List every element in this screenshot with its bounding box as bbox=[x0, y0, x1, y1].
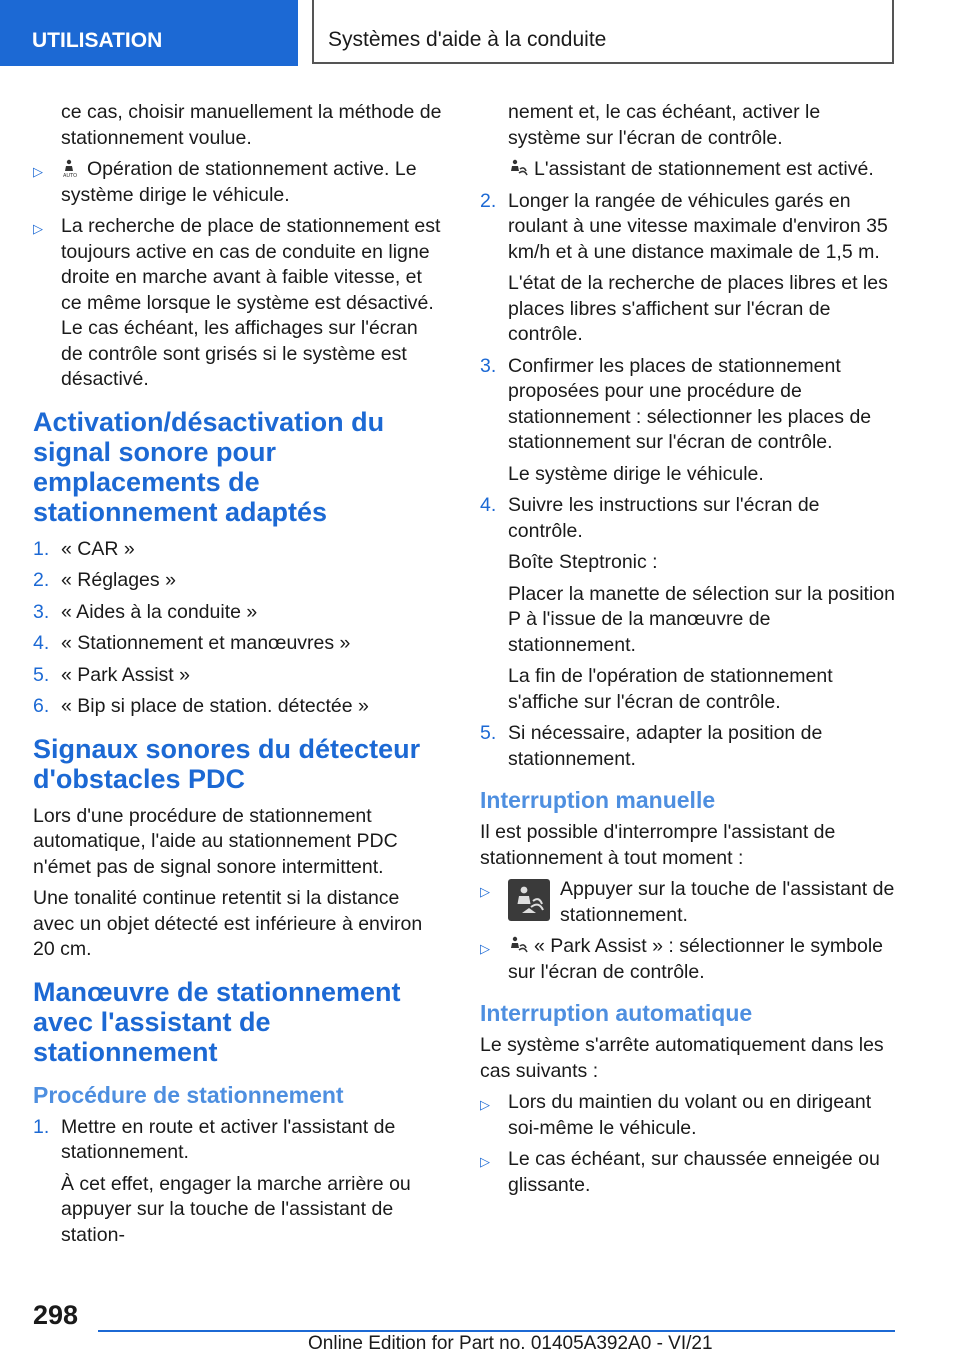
status-text: L'assistant de stationnement est activé. bbox=[534, 158, 874, 180]
pdc-paragraph-2: Une tonalité continue retentit si la distance avec un objet détecté est inférieure à environ 20 cm. bbox=[33, 887, 423, 960]
footer-edition: Online Edition for Part no. 01405A392A0 - VI/21 bbox=[308, 1333, 713, 1354]
step-text: « Stationnement et manœuvres » bbox=[61, 632, 351, 654]
bullet-triangle-icon: ▷ bbox=[480, 1154, 490, 1169]
heading-activation: Activation/désactivation du signal sonore pour emplacements de stationnement adaptés bbox=[33, 406, 385, 527]
step-subtext: Le système dirige le véhicule. bbox=[508, 462, 764, 485]
footer-divider bbox=[98, 1330, 895, 1332]
park-assist-icon bbox=[508, 158, 528, 178]
left-column bbox=[33, 100, 443, 1254]
steps-list bbox=[33, 537, 443, 720]
step-number: 5. bbox=[33, 663, 50, 686]
step-number: 1. bbox=[33, 537, 50, 560]
list-item bbox=[33, 568, 443, 594]
list-item bbox=[33, 631, 443, 657]
svg-text:AUTO: AUTO bbox=[63, 173, 78, 178]
page-header bbox=[0, 0, 960, 66]
step-number: 1. bbox=[33, 1115, 50, 1138]
list-item bbox=[33, 663, 443, 689]
park-assist-auto-icon bbox=[61, 158, 81, 178]
bullet-text: Appuyer sur la touche de l'assistant de stationnement. bbox=[560, 878, 895, 926]
step-number: 4. bbox=[480, 494, 497, 516]
step-text: Suivre les instructions sur l'écran de contrôle. bbox=[508, 494, 820, 542]
list-item bbox=[480, 354, 895, 488]
step-number: 3. bbox=[480, 354, 497, 377]
step-number: 3. bbox=[33, 600, 50, 623]
bullet-triangle-icon: ▷ bbox=[480, 941, 490, 956]
bullet-text: « Park Assist » : sélectionner le symbole sur l'écran de contrôle. bbox=[508, 935, 883, 983]
step-number: 2. bbox=[480, 189, 497, 212]
list-item bbox=[480, 877, 895, 928]
bullet-triangle-icon: ▷ bbox=[480, 884, 490, 899]
bullet-triangle-icon: ▷ bbox=[33, 164, 43, 179]
park-assist-icon bbox=[508, 935, 528, 955]
heading-pdc: Signaux sonores du détecteur d'obstacles PDC bbox=[33, 733, 421, 794]
section-tab: UTILISATION bbox=[0, 0, 298, 66]
step-number: 6. bbox=[33, 695, 50, 717]
list-item bbox=[33, 694, 443, 720]
list-item bbox=[480, 934, 895, 985]
step-text: « Aides à la conduite » bbox=[61, 600, 258, 623]
step-text: « Bip si place de station. détectée » bbox=[61, 695, 369, 717]
list-item bbox=[480, 189, 895, 348]
step-subtext: À cet effet, engager la marche arrière ou appuyer sur la touche de l'assistant de station- bbox=[61, 1172, 411, 1246]
step-subtext: La fin de l'opération de stationnement s'affiche sur l'écran de contrôle. bbox=[508, 665, 833, 713]
step-text: Longer la rangée de véhicules garés en roulant à une vitesse maximale d'environ 35 km/h et à une distance maximale de 1,5 m. bbox=[508, 189, 888, 263]
list-item bbox=[33, 157, 443, 208]
auto-paragraph: Le système s'arrête automatiquement dans les cas suivants : bbox=[480, 1034, 884, 1082]
list-item bbox=[33, 214, 443, 393]
park-assist-button-icon bbox=[508, 879, 550, 921]
bullet-text: La recherche de place de stationnement est toujours active en cas de conduite en ligne droite en marche avant à faible vitesse, et ce même lorsque le système est désactivé. Le cas échéant, les affichages sur l'écran de contrôle sont grisés si le système est désactivé. bbox=[61, 215, 441, 390]
step-number: 4. bbox=[33, 632, 50, 654]
heading-manoeuvre: Manœuvre de stationnement avec l'assistant de stationnement bbox=[33, 976, 401, 1067]
step-number: 2. bbox=[33, 569, 50, 591]
right-column bbox=[480, 100, 895, 1204]
paragraph-continuation: ce cas, choisir manuellement la méthode de stationnement voulue. bbox=[61, 101, 442, 149]
step-text: Confirmer les places de stationnement proposées pour une procédure de stationnement : sélectionner les places de stationnement sur l'écran de contrôle. bbox=[508, 354, 872, 453]
list-item bbox=[480, 1147, 895, 1198]
bullet-text: Le cas échéant, sur chaussée enneigée ou glissante. bbox=[508, 1148, 880, 1196]
bullet-triangle-icon: ▷ bbox=[480, 1097, 490, 1112]
list-item bbox=[480, 1090, 895, 1141]
step-subtext: Placer la manette de sélection sur la position P à l'issue de la manœuvre de stationnement. bbox=[508, 582, 895, 656]
bullet-text: Lors du maintien du volant ou en dirigeant soi-même le véhicule. bbox=[508, 1091, 872, 1139]
step-text: « CAR » bbox=[61, 537, 135, 560]
step-subtext: L'état de la recherche de places libres et les places libres s'affichent sur l'écran de contrôle. bbox=[508, 272, 888, 345]
list-item bbox=[480, 493, 895, 715]
list-item bbox=[480, 721, 895, 772]
step-text: « Réglages » bbox=[61, 569, 176, 591]
list-item bbox=[33, 600, 443, 626]
chapter-title: Systèmes d'aide à la conduite bbox=[312, 0, 894, 64]
step-text: Mettre en route et activer l'assistant de stationnement. bbox=[61, 1115, 396, 1163]
paragraph-continuation: nement et, le cas échéant, activer le système sur l'écran de contrôle. bbox=[508, 101, 821, 149]
step-text: « Park Assist » bbox=[61, 663, 190, 686]
step-text: Si nécessaire, adapter la position de stationnement. bbox=[508, 722, 823, 770]
bullet-triangle-icon: ▷ bbox=[33, 221, 43, 236]
heading-auto-interruption: Interruption automatique bbox=[480, 1000, 753, 1026]
step-subtext: Boîte Steptronic : bbox=[508, 551, 658, 573]
page-number: 298 bbox=[33, 1300, 79, 1330]
pdc-paragraph-1: Lors d'une procédure de stationnement automatique, l'aide au stationnement PDC n'émet pas de signal sonore intermittent. bbox=[33, 804, 398, 878]
bullet-text: Opération de stationnement active. Le système dirige le véhicule. bbox=[61, 158, 417, 206]
heading-procedure: Procédure de stationnement bbox=[33, 1081, 344, 1108]
list-item bbox=[33, 537, 443, 563]
manual-paragraph: Il est possible d'interrompre l'assistant de stationnement à tout moment : bbox=[480, 821, 836, 869]
step-number: 5. bbox=[480, 722, 497, 744]
list-item bbox=[33, 1115, 443, 1249]
heading-manual-interruption: Interruption manuelle bbox=[480, 787, 716, 813]
